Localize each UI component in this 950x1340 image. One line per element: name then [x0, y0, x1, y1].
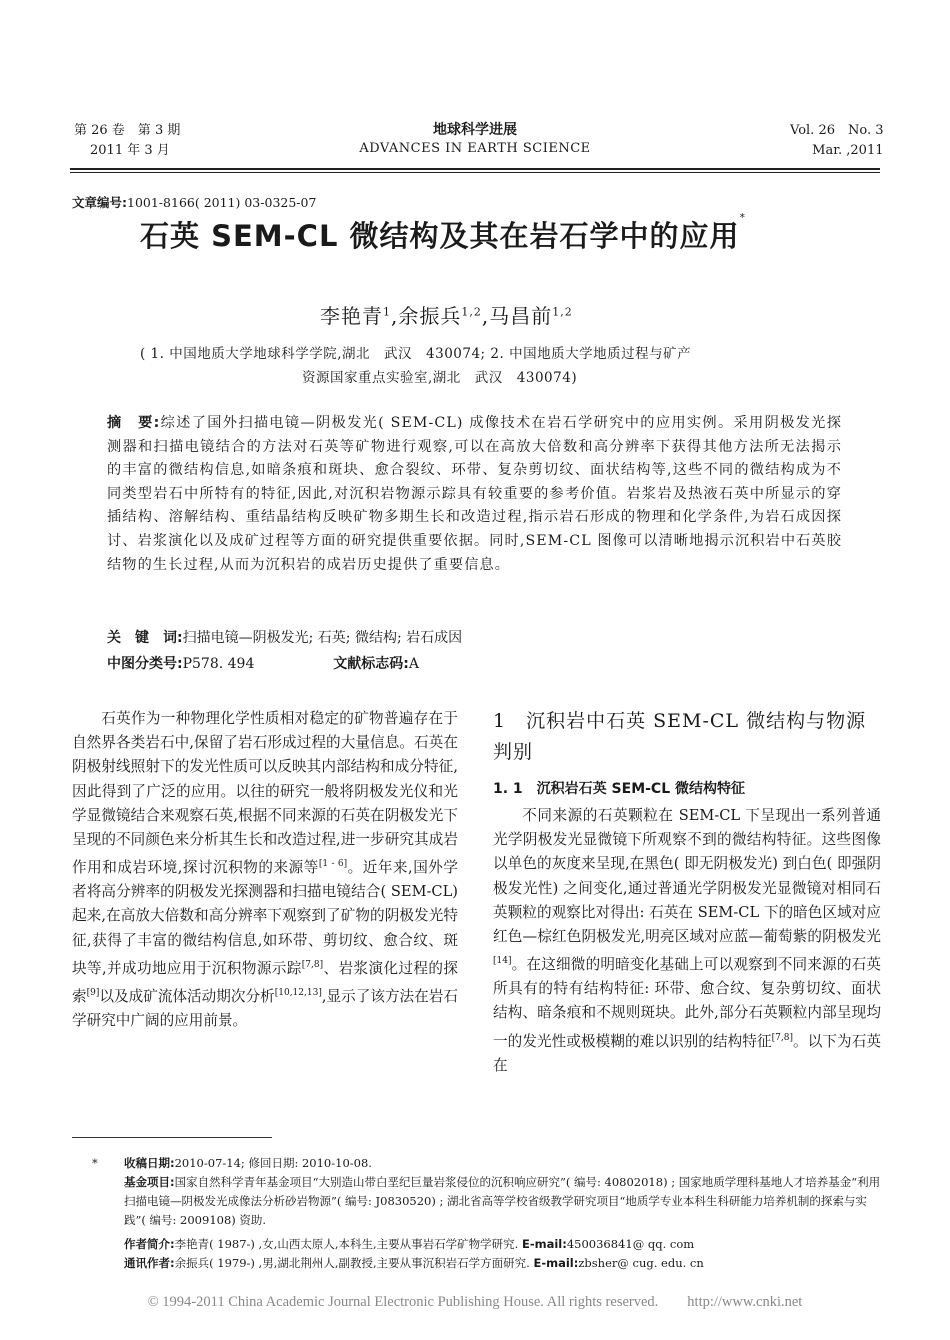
corr-author-label: 通讯作者: — [124, 1256, 175, 1270]
journal-name-cn: 地球科学进展 — [433, 122, 517, 138]
body-text: 。在这细微的明暗变化基础上可以观察到不同来源的石英所具有的特有结构特征: 环带、愈合纹、复杂剪切纹、面状结构、暗条痕和不规则斑块。此外,部分石英颗粒内部呈现均一的发光性或极模糊的难以识别的结构特征 — [493, 956, 881, 1050]
corr-email-label: E-mail: — [533, 1256, 579, 1270]
doc-code-label: 文献标志码: — [333, 656, 409, 672]
body-text: 石英作为一种物理化学性质相对稳定的矿物普遍存在于自然界各类岩石中,保留了岩石形成过程的大量信息。石英在阴极射线照射下的发光性质可以反映其内部结构和成分特征,因此得到了广泛的应用。以往的研究一般将阴极发光仪和光学显微镜结合来观察石英,根据不同来源的石英在阴极发光下呈现的不同颜色来分析其生长和改造过程,进一步研究其成岩作用和成岩环境,探讨沉积物的来源等 — [72, 710, 458, 877]
author-name: 马昌前 — [489, 304, 553, 328]
header-volume-en — [790, 121, 884, 161]
received-label: 收稿日期: — [124, 1156, 175, 1170]
article-id-value: 1001-8166( 2011) 03-0325-07 — [127, 195, 317, 210]
header-rule-thin — [70, 172, 880, 173]
citation: [10,12,13] — [274, 987, 322, 998]
article-id-label: 文章编号: — [72, 195, 127, 210]
footnote-star: * — [92, 1156, 98, 1170]
body-text: 。近年来,国外学者将高分辨率的阴极发光探测器和扫描电镜结合( SEM-CL) 起来,在高放大倍数和高分辨率下观察到了矿物的阴极发光特征,获得了丰富的微结构信息,如环带、剪切纹、愈合纹、斑块等,并成功地应用于沉积物源示踪 — [72, 859, 458, 977]
citation: [7,8] — [301, 959, 324, 970]
author-affil-mark: 1 — [383, 305, 391, 319]
article-id — [72, 193, 316, 211]
volume-issue-cn: 第 26 卷 第 3 期 — [74, 123, 181, 138]
author-email: 450036841@ qq. com — [566, 1237, 695, 1251]
section-heading: 1 沉积岩中石英 SEM-CL 微结构与物源判别 — [493, 710, 867, 763]
author-name: 李艳青 — [320, 304, 383, 328]
footnote-author — [124, 1235, 884, 1254]
author-bio-label: 作者简介: — [124, 1237, 175, 1251]
body-text: 不同来源的石英颗粒在 SEM-CL 下呈现出一系列普通光学阴极发光显微镜下所观察不到的微结构特征。这些图像以单色的灰度来呈现,在黑色( 即无阴极发光) 到白色( 即强阴极发光性) 之间变化,通过普通光学阴极发光显微镜对相同石英颗粒的观察比对得出: 石英在 SEM-CL 下的暗色区域对应红色—棕红色阴极发光,明亮区域对应蓝—葡萄紫的阴极发光 — [493, 807, 881, 946]
fund-value: 国家自然科学青年基金项目“大别造山带白垩纪巨量岩浆侵位的沉积响应研究”( 编号: 40802018) ; 国家地质学理科基地人才培养基金“利用扫描电镜—阴极发光成像法分析砂岩物源”( 编号: J0830520) ; 湖北省高等学校省级教学研究项目“地质学专业本科生科研能力培养机制的探索与实践”( 编号: 2009108) 资助. — [124, 1175, 881, 1227]
keywords-text: 扫描电镜—阴极发光; 石英; 微结构; 岩石成因 — [182, 630, 463, 646]
citation: [1 - 6] — [318, 859, 348, 870]
volume-issue-en: Vol. 26 No. 3 — [790, 123, 884, 138]
paper-title — [140, 211, 747, 255]
clc-label: 中图分类号: — [107, 656, 183, 672]
received-value: 2010-07-14; 修回日期: 2010-10-08. — [174, 1156, 372, 1170]
affiliation-line-1: ( 1. 中国地质大学地球科学学院,湖北 武汉 430074; 2. 中国地质大学地质过程与矿产 — [140, 346, 692, 362]
author-affil-mark: 1,2 — [552, 305, 573, 319]
author-email-label: E-mail: — [521, 1237, 567, 1251]
subsection-heading: 1. 1 沉积岩石英 SEM-CL 微结构特征 — [493, 781, 746, 797]
author-name: 余振兵 — [398, 304, 462, 328]
classification — [107, 653, 419, 673]
paper-title-text: 石英 SEM-CL 微结构及其在岩石学中的应用 — [140, 219, 740, 253]
date-cn: 2011 年 3 月 — [90, 143, 170, 158]
body-text: 、岩浆演化过程的探索 — [72, 959, 458, 1005]
keywords-label: 关 键 词: — [107, 630, 183, 646]
title-footnote-mark: * — [739, 211, 747, 225]
clc-value: P578. 494 — [182, 656, 255, 672]
copyright-notice: © 1994-2011 China Academic Journal Electronic Publishing House. All rights reserved. http://www.cnki.net — [147, 1294, 803, 1310]
author-affil-mark: 1,2 — [461, 305, 482, 319]
corr-email: zbsher@ cug. edu. cn — [578, 1256, 704, 1270]
abstract-label: 摘 要: — [107, 415, 161, 431]
abstract-text: 综述了国外扫描电镜—阴极发光( SEM-CL) 成像技术在岩石学研究中的应用实例。采用阴极发光探测器和扫描电镜结合的方法对石英等矿物进行观察,可以在高放大倍数和高分辨率下获得其他方法所无法揭示的丰富的微结构信息,如暗条痕和斑块、愈合裂纹、环带、复杂剪切纹、面状结构等,这些不同的微结构成为不同类型岩石中所特有的特征,因此,对沉积岩物源示踪具有较重要的参考价值。岩浆岩及热液石英中所显示的穿插结构、溶解结构、重结晶结构反映矿物多期生长和改造过程,指示岩石形成的物理和化学条件,为岩石成因探讨、岩浆演化以及成矿过程等方面的研究提供重要依据。同时,SEM-CL 图像可以清晰地揭示沉积岩中石英胶结物的生长过程,从而为沉积岩的成岩历史提供了重要信息。 — [107, 415, 842, 573]
body-left-column — [72, 707, 458, 1033]
header-volume-cn — [74, 121, 180, 161]
author-list: 李艳青$^1$,余振兵$^{1,2}$,马昌前$^{1,2}$ — [320, 304, 573, 328]
keywords — [107, 627, 462, 647]
header-rule-thick — [70, 168, 880, 170]
header-journal — [340, 119, 610, 159]
doc-code-value: A — [408, 656, 420, 672]
footnote-received — [92, 1154, 372, 1173]
body-text: ,显示了该方法在岩石学研究中广阔的应用前景。 — [72, 987, 458, 1030]
journal-name-en: ADVANCES IN EARTH SCIENCE — [359, 141, 591, 156]
fund-label: 基金项目: — [124, 1175, 175, 1189]
body-paragraph — [72, 707, 458, 1033]
footnote-fund — [124, 1173, 884, 1230]
body-text: 以及成矿流体活动期次分析 — [99, 987, 275, 1005]
citation: [9] — [86, 987, 100, 998]
corr-author-value: 余振兵( 1979-) ,男,湖北荆州人,副教授,主要从事沉积岩石学方面研究. — [174, 1256, 530, 1270]
body-text: 。以下为石英在 — [493, 1032, 881, 1074]
body-paragraph — [493, 804, 881, 1078]
affiliation-line-2: 资源国家重点实验室,湖北 武汉 430074) — [302, 370, 578, 386]
citation: [14] — [493, 956, 512, 967]
author-bio-value: 李艳青( 1987-) ,女,山西太原人,本科生,主要从事岩石学矿物学研究. — [174, 1237, 519, 1251]
abstract — [107, 412, 842, 577]
footnote-rule — [72, 1137, 272, 1138]
citation: [7,8] — [771, 1032, 793, 1043]
footnote-corresponding — [124, 1254, 884, 1273]
date-en: Mar. ,2011 — [812, 143, 884, 158]
body-right-column — [493, 804, 881, 1078]
